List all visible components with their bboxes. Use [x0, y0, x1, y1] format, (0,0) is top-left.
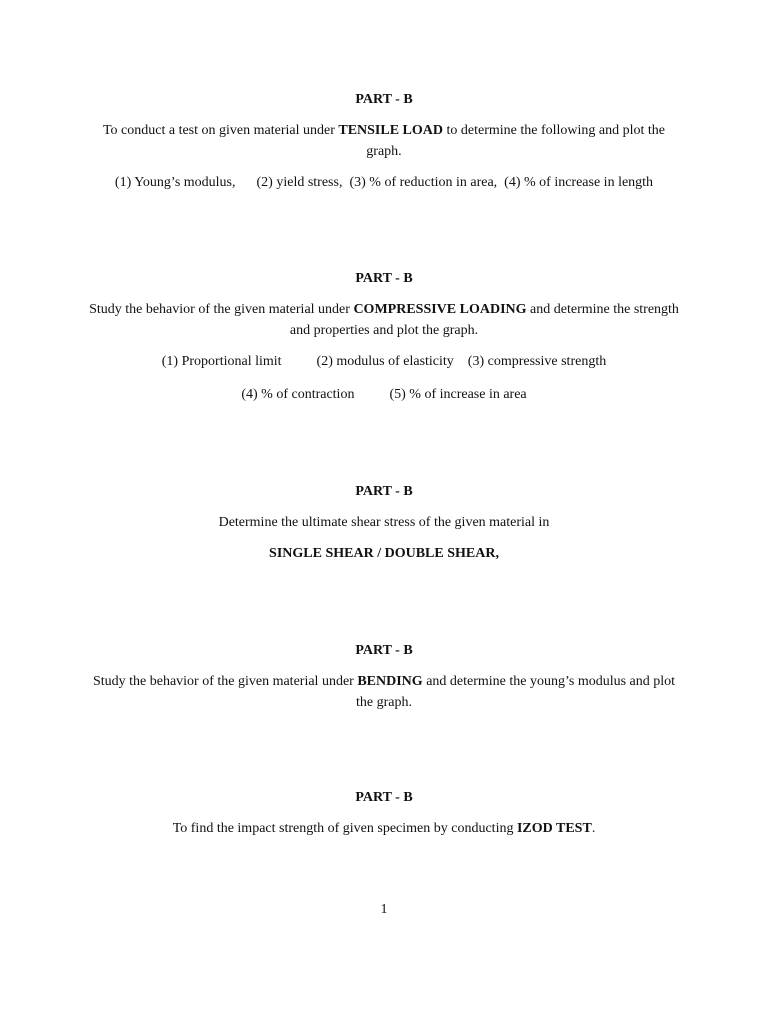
- section-izod: [84, 787, 684, 839]
- section-compressive: [84, 268, 684, 405]
- test-name: BENDING: [357, 674, 423, 689]
- test-name: IZOD TEST: [516, 821, 592, 836]
- section-description: To find the impact strength of given specimen by conducting IZOD TEST.: [172, 821, 596, 836]
- test-name: COMPRESSIVE LOADING: [353, 302, 527, 317]
- section-heading: PART - B: [355, 790, 413, 805]
- list-item: (3) compressive strength: [467, 354, 607, 369]
- list-item: (2) yield stress,: [256, 175, 343, 190]
- items-list: [84, 351, 684, 372]
- section-heading: PART - B: [355, 271, 413, 286]
- list-item: (4) % of increase in length: [504, 175, 654, 190]
- section-tensile: [84, 89, 684, 193]
- test-name: SINGLE SHEAR / DOUBLE SHEAR,: [269, 546, 499, 561]
- list-item: (1) Young’s modulus,: [114, 175, 236, 190]
- section-description: To conduct a test on given material under TENSILE LOAD to determine the following and plot the graph.: [102, 123, 666, 159]
- section-shear: [84, 481, 684, 564]
- list-item: (5) % of increase in area: [389, 387, 527, 402]
- items-list: [84, 384, 684, 405]
- section-heading: PART - B: [355, 92, 413, 107]
- section-description: Study the behavior of the given material under COMPRESSIVE LOADING and determine the strength and properties and plot the graph.: [89, 302, 679, 338]
- section-description: Determine the ultimate shear stress of the given material in: [218, 515, 550, 530]
- section-heading: PART - B: [355, 484, 413, 499]
- items-list: [84, 172, 684, 193]
- section-bending: [84, 640, 684, 713]
- list-item: (4) % of contraction: [241, 387, 355, 402]
- section-heading: PART - B: [355, 643, 413, 658]
- list-item: (2) modulus of elasticity: [316, 354, 454, 369]
- test-name: TENSILE LOAD: [338, 123, 444, 138]
- list-item: (1) Proportional limit: [161, 354, 282, 369]
- list-item: (3) % of reduction in area,: [349, 175, 498, 190]
- section-description: Study the behavior of the given material under BENDING and determine the young’s modulus and plot the graph.: [92, 674, 676, 710]
- page-number: 1: [380, 902, 388, 917]
